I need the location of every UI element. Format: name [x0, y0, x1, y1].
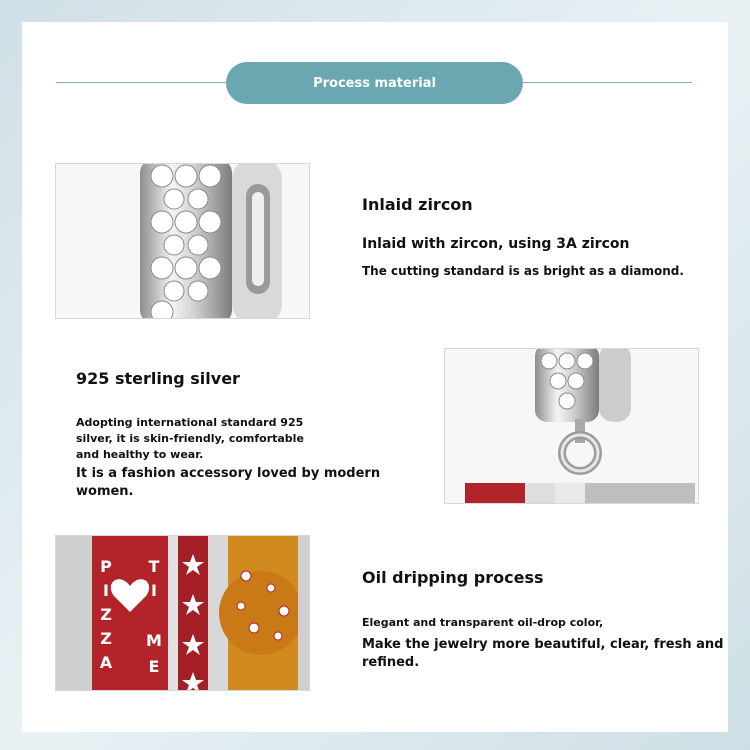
- enamel-letter: T: [148, 557, 160, 576]
- section-1-line-1: Inlaid with zircon, using 3A zircon: [362, 236, 630, 252]
- section-2-line-1: Adopting international standard 925: [76, 416, 304, 429]
- section-3-line-3: refined.: [362, 655, 420, 670]
- enamel-letter: I: [151, 581, 157, 600]
- header-rule-left: [56, 82, 232, 83]
- section-1-heading: Inlaid zircon: [362, 195, 473, 214]
- section-2-line-5: women.: [76, 484, 134, 499]
- section-1-line-2: The cutting standard is as bright as a diamond.: [362, 264, 684, 278]
- enamel-letter: Z: [100, 629, 112, 648]
- enamel-letter: A: [99, 653, 113, 672]
- enamel-charm-photo-icon: [55, 535, 310, 691]
- section-3-line-1: Elegant and transparent oil-drop color,: [362, 616, 604, 629]
- enamel-letter: M: [146, 631, 162, 650]
- silver-charm-photo-icon: [444, 348, 699, 504]
- enamel-letter: E: [148, 657, 160, 676]
- section-2-heading: 925 sterling silver: [76, 369, 240, 388]
- section-title: Process material: [226, 62, 523, 104]
- section-2-line-4: It is a fashion accessory loved by modern: [76, 466, 381, 481]
- enamel-letter: Z: [100, 605, 112, 624]
- section-2-line-3: and healthy to wear.: [76, 448, 204, 461]
- enamel-letter: I: [103, 581, 109, 600]
- section-3-line-2: Make the jewelry more beautiful, clear, fresh and: [362, 637, 724, 652]
- section-2-line-2: silver, it is skin-friendly, comfortable: [76, 432, 304, 445]
- enamel-letter: P: [100, 557, 112, 576]
- zircon-ring-photo-icon: [55, 163, 310, 319]
- section-3-heading: Oil dripping process: [362, 568, 544, 587]
- header-rule-right: [518, 82, 692, 83]
